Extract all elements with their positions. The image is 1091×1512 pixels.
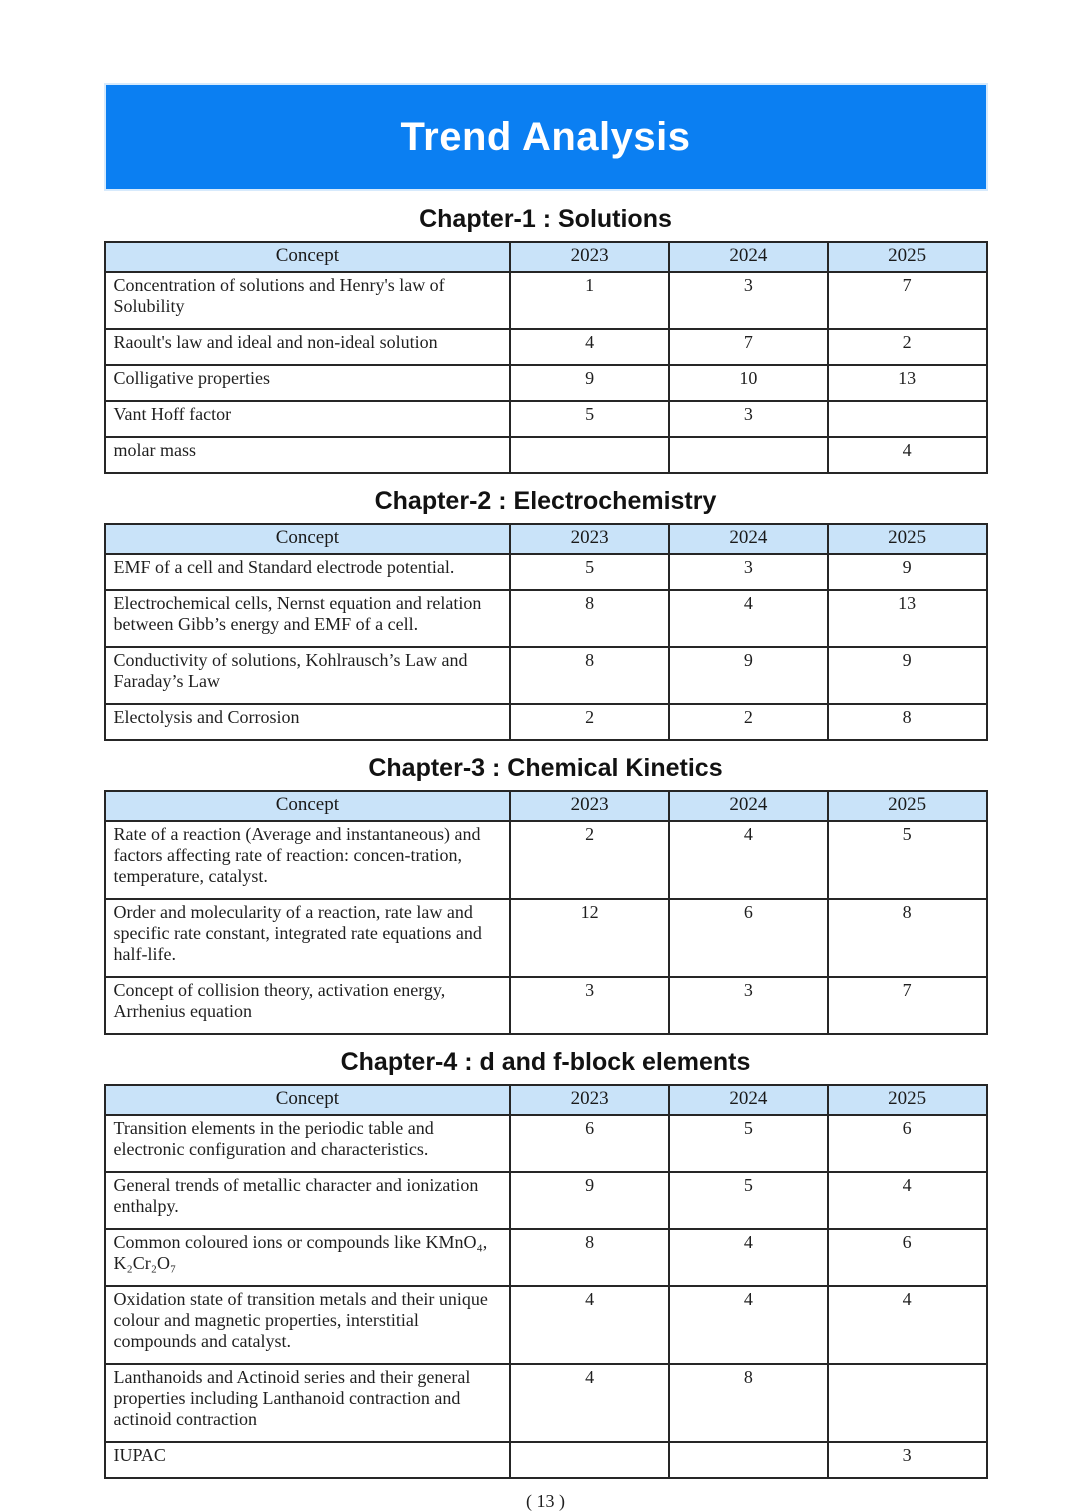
- year-value-cell: 9: [510, 365, 669, 401]
- page-number: ( 13 ): [526, 1491, 565, 1511]
- table-row: [105, 554, 987, 590]
- column-header-concept: Concept: [105, 791, 511, 821]
- table-row: [105, 365, 987, 401]
- year-value-cell: 5: [669, 1115, 828, 1172]
- concept-cell: EMF of a cell and Standard electrode potential.: [105, 554, 511, 590]
- concept-cell: Oxidation state of transition metals and their unique colour and magnetic properties, interstitial compounds and catalyst.: [105, 1286, 511, 1364]
- concept-cell: Electolysis and Corrosion: [105, 704, 511, 740]
- year-value-cell: 5: [828, 821, 987, 899]
- year-value-cell: 5: [510, 554, 669, 590]
- year-value-cell: 8: [510, 590, 669, 647]
- table-row: [105, 1115, 987, 1172]
- year-value-cell: [510, 1442, 669, 1478]
- concept-cell: Conductivity of solutions, Kohlrausch’s Law and Faraday’s Law: [105, 647, 511, 704]
- year-value-cell: [828, 401, 987, 437]
- concept-cell: Raoult's law and ideal and non-ideal solution: [105, 329, 511, 365]
- column-header-year: 2025: [828, 791, 987, 821]
- column-header-year: 2024: [669, 791, 828, 821]
- year-value-cell: 2: [669, 704, 828, 740]
- table-row: [105, 821, 987, 899]
- concept-cell: Transition elements in the periodic table and electronic configuration and characteristics.: [105, 1115, 511, 1172]
- table-row: [105, 401, 987, 437]
- concept-cell: Common coloured ions or compounds like KMnO₄, K₂Cr₂O₇: [105, 1229, 511, 1286]
- table-row: [105, 977, 987, 1034]
- table-row: [105, 1442, 987, 1478]
- year-value-cell: 3: [669, 554, 828, 590]
- year-value-cell: 4: [669, 1229, 828, 1286]
- year-value-cell: 8: [828, 899, 987, 977]
- concept-cell: Concentration of solutions and Henry's law of Solubility: [105, 272, 511, 329]
- year-value-cell: 4: [510, 329, 669, 365]
- year-value-cell: 5: [669, 1172, 828, 1229]
- chapter-2-trend-table: [104, 523, 988, 741]
- chapter-2-heading: Chapter-2 : Electrochemistry: [374, 487, 717, 515]
- year-value-cell: 3: [669, 977, 828, 1034]
- table-row: [105, 647, 987, 704]
- page-title: Trend Analysis: [400, 114, 691, 159]
- chapter-1-heading: Chapter-1 : Solutions: [419, 205, 672, 233]
- table-header-row: [105, 524, 987, 554]
- chapter-3-trend-table: [104, 790, 988, 1035]
- table-row: [105, 1286, 987, 1364]
- chapter-3-section: [104, 754, 988, 1035]
- year-value-cell: 2: [828, 329, 987, 365]
- column-header-year: 2025: [828, 1085, 987, 1115]
- year-value-cell: 7: [669, 329, 828, 365]
- year-value-cell: 4: [828, 1286, 987, 1364]
- year-value-cell: 3: [828, 1442, 987, 1478]
- column-header-year: 2024: [669, 242, 828, 272]
- year-value-cell: [510, 437, 669, 473]
- year-value-cell: 3: [669, 401, 828, 437]
- year-value-cell: 2: [510, 821, 669, 899]
- chapter-4-trend-table: [104, 1084, 988, 1479]
- year-value-cell: 2: [510, 704, 669, 740]
- year-value-cell: 3: [669, 272, 828, 329]
- table-row: [105, 329, 987, 365]
- concept-cell: IUPAC: [105, 1442, 511, 1478]
- year-value-cell: 6: [669, 899, 828, 977]
- table-row: [105, 1172, 987, 1229]
- table-row: [105, 1364, 987, 1442]
- table-header-row: [105, 242, 987, 272]
- page-banner: [104, 83, 988, 191]
- year-value-cell: 6: [510, 1115, 669, 1172]
- concept-cell: Lanthanoids and Actinoid series and their general properties including Lanthanoid contraction and actinoid contraction: [105, 1364, 511, 1442]
- column-header-concept: Concept: [105, 524, 511, 554]
- concept-cell: Concept of collision theory, activation energy, Arrhenius equation: [105, 977, 511, 1034]
- year-value-cell: 9: [828, 554, 987, 590]
- table-row: [105, 437, 987, 473]
- chapter-4-heading: Chapter-4 : d and f-block elements: [340, 1048, 751, 1076]
- year-value-cell: 4: [510, 1286, 669, 1364]
- column-header-year: 2023: [510, 524, 669, 554]
- table-row: [105, 1229, 987, 1286]
- concept-cell: molar mass: [105, 437, 511, 473]
- table-row: [105, 704, 987, 740]
- table-header-row: [105, 1085, 987, 1115]
- column-header-concept: Concept: [105, 1085, 511, 1115]
- year-value-cell: 6: [828, 1229, 987, 1286]
- chapter-4-section: [104, 1048, 988, 1479]
- column-header-year: 2024: [669, 1085, 828, 1115]
- table-row: [105, 590, 987, 647]
- table-row: [105, 899, 987, 977]
- year-value-cell: 6: [828, 1115, 987, 1172]
- year-value-cell: 9: [669, 647, 828, 704]
- column-header-year: 2023: [510, 1085, 669, 1115]
- year-value-cell: 4: [669, 590, 828, 647]
- year-value-cell: [669, 1442, 828, 1478]
- column-header-concept: Concept: [105, 242, 511, 272]
- year-value-cell: 9: [510, 1172, 669, 1229]
- year-value-cell: 4: [828, 437, 987, 473]
- year-value-cell: 12: [510, 899, 669, 977]
- year-value-cell: [828, 1364, 987, 1442]
- year-value-cell: 8: [510, 647, 669, 704]
- column-header-year: 2023: [510, 242, 669, 272]
- year-value-cell: 4: [669, 821, 828, 899]
- column-header-year: 2025: [828, 524, 987, 554]
- year-value-cell: 8: [828, 704, 987, 740]
- year-value-cell: 7: [828, 272, 987, 329]
- year-value-cell: 3: [510, 977, 669, 1034]
- chapter-1-section: [104, 205, 988, 474]
- document-page: [104, 0, 988, 1512]
- year-value-cell: 13: [828, 365, 987, 401]
- table-header-row: [105, 791, 987, 821]
- year-value-cell: 1: [510, 272, 669, 329]
- year-value-cell: 7: [828, 977, 987, 1034]
- year-value-cell: 8: [510, 1229, 669, 1286]
- year-value-cell: 9: [828, 647, 987, 704]
- column-header-year: 2023: [510, 791, 669, 821]
- concept-cell: Rate of a reaction (Average and instantaneous) and factors affecting rate of reaction: concen-tration, temperature, catalyst.: [105, 821, 511, 899]
- concept-cell: General trends of metallic character and ionization enthalpy.: [105, 1172, 511, 1229]
- column-header-year: 2024: [669, 524, 828, 554]
- chapter-2-section: [104, 487, 988, 741]
- year-value-cell: 8: [669, 1364, 828, 1442]
- year-value-cell: 5: [510, 401, 669, 437]
- year-value-cell: 4: [510, 1364, 669, 1442]
- concept-cell: Order and molecularity of a reaction, rate law and specific rate constant, integrated rate equations and half-life.: [105, 899, 511, 977]
- table-row: [105, 272, 987, 329]
- chapter-3-heading: Chapter-3 : Chemical Kinetics: [368, 754, 723, 782]
- year-value-cell: [669, 437, 828, 473]
- year-value-cell: 4: [669, 1286, 828, 1364]
- year-value-cell: 10: [669, 365, 828, 401]
- concept-cell: Colligative properties: [105, 365, 511, 401]
- concept-cell: Vant Hoff factor: [105, 401, 511, 437]
- column-header-year: 2025: [828, 242, 987, 272]
- chapter-1-trend-table: [104, 241, 988, 474]
- year-value-cell: 4: [828, 1172, 987, 1229]
- year-value-cell: 13: [828, 590, 987, 647]
- concept-cell: Electrochemical cells, Nernst equation and relation between Gibb’s energy and EMF of a cell.: [105, 590, 511, 647]
